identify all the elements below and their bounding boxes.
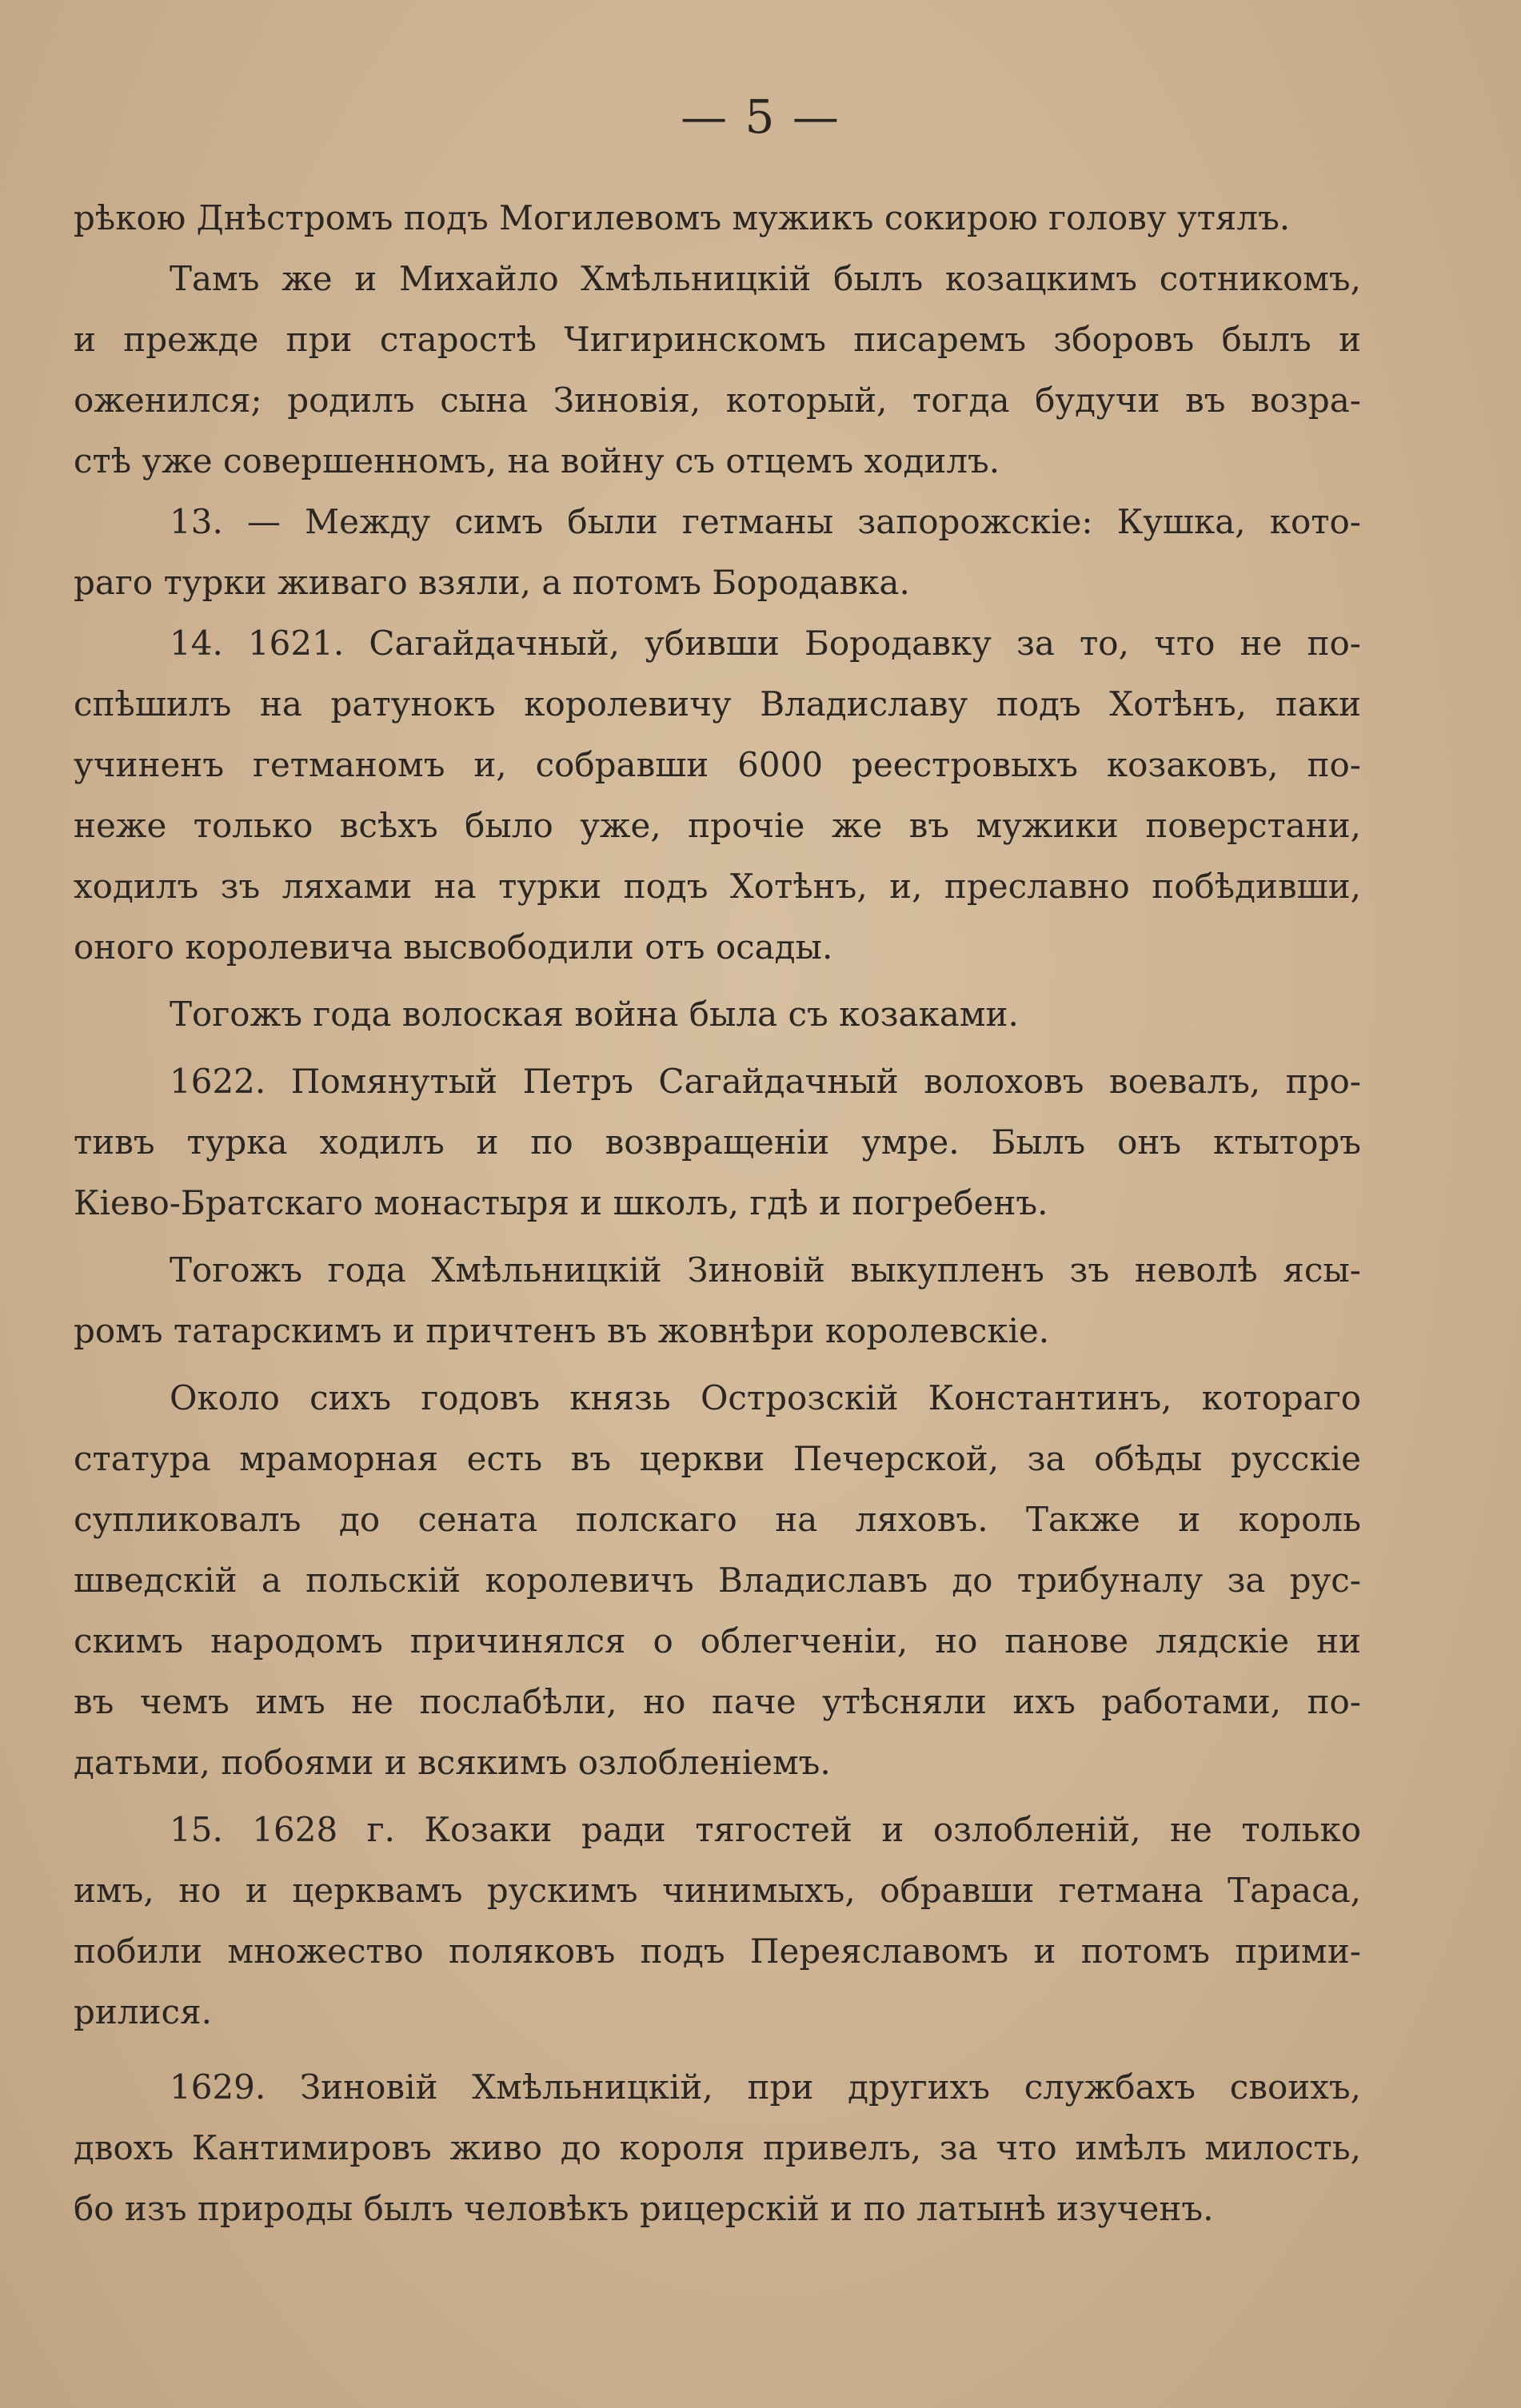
text-line: стѣ уже совершенномъ, на войну съ отцемъ ходилъ. — [74, 441, 1000, 480]
text-line: ромъ татарскимъ и причтенъ въ жовнѣри королевскіе. — [74, 1311, 1050, 1350]
text-line: бо изъ природы былъ человѣкъ рицерскій и по латынѣ изученъ. — [74, 2189, 1214, 2228]
text-line: Кіево-Братскаго монастыря и школъ, гдѣ и погребенъ. — [74, 1183, 1048, 1222]
text-line: 15. 1628 г. Козаки ради тягостей и озлобленій, не только — [170, 1810, 1361, 1849]
paragraph — [74, 188, 1361, 249]
paragraph — [74, 984, 1361, 1045]
text-line: шведскій а польскій королевичъ Владиславъ до трибуналу за рус- — [74, 1561, 1361, 1600]
text-line: 14. 1621. Сагайдачный, убивши Бородавку за то, что не по- — [170, 624, 1361, 663]
text-line: датьми, побоями и всякимъ озлобленіемъ. — [74, 1743, 831, 1782]
text-line: статура мраморная есть въ церкви Печерской, за обѣды русскіе — [74, 1439, 1361, 1478]
paragraph — [74, 1800, 1361, 2043]
text-line: имъ, но и церквамъ рускимъ чинимыхъ, обравши гетмана Тараса, — [74, 1871, 1361, 1910]
text-line: 13. — Между симъ были гетманы запорожскіе: Кушка, кото- — [170, 502, 1361, 541]
paragraph — [74, 1368, 1361, 1793]
page-number: — 5 — — [681, 90, 840, 144]
text-line: спѣшилъ на ратунокъ королевичу Владиславу подъ Хотѣнъ, паки — [74, 684, 1361, 724]
paragraph — [74, 492, 1361, 613]
text-line: Тогожъ года Хмѣльницкій Зиновій выкупленъ зъ неволѣ ясы- — [170, 1250, 1361, 1290]
text-line: оженился; родилъ сына Зиновія, который, тогда будучи въ возра- — [74, 381, 1361, 420]
text-line: неже только всѣхъ было уже, прочіе же въ мужики поверстани, — [74, 806, 1361, 845]
paragraph — [74, 2057, 1361, 2239]
text-line: побили множество поляковъ подъ Переяславомъ и потомъ прими- — [74, 1932, 1361, 1971]
text-line: и прежде при старостѣ Чигиринскомъ писаремъ зборовъ былъ и — [74, 320, 1361, 359]
text-line: 1622. Помянутый Петръ Сагайдачный волоховъ воевалъ, про- — [170, 1062, 1361, 1101]
text-line: учиненъ гетманомъ и, собравши 6000 реестровыхъ козаковъ, по- — [74, 745, 1361, 784]
text-line: 1629. Зиновій Хмѣльницкій, при другихъ службахъ своихъ, — [170, 2067, 1361, 2107]
text-line: Около сихъ годовъ князь Острозскій Константинъ, котораго — [170, 1378, 1361, 1417]
text-line: Тогожъ года волоская война была съ козаками. — [170, 995, 1019, 1034]
text-line: супликовалъ до сената полскаго на ляховъ. Также и король — [74, 1500, 1361, 1539]
text-line: оного королевича высвободили отъ осады. — [74, 927, 833, 967]
text-line: въ чемъ имъ не послабѣли, но паче утѣсняли ихъ работами, по- — [74, 1682, 1361, 1721]
text-line: раго турки живаго взяли, а потомъ Бородавка. — [74, 563, 910, 602]
paragraph — [74, 249, 1361, 492]
text-line: двохъ Кантимировъ живо до короля привелъ, за что имѣлъ милость, — [74, 2128, 1361, 2167]
text-line: тивъ турка ходилъ и по возвращеніи умре. Былъ онъ ктыторъ — [74, 1122, 1361, 1162]
paragraph — [74, 613, 1361, 978]
text-line: ходилъ зъ ляхами на турки подъ Хотѣнъ, и, преславно побѣдивши, — [74, 867, 1361, 906]
text-line: скимъ народомъ причинялся о облегченіи, но панове лядскіе ни — [74, 1621, 1361, 1660]
paragraph — [74, 1240, 1361, 1361]
paragraph — [74, 1051, 1361, 1234]
body-text — [74, 188, 1361, 2239]
text-line: рилися. — [74, 1992, 212, 2031]
text-line: рѣкою Днѣстромъ подъ Могилевомъ мужикъ сокирою голову утялъ. — [74, 198, 1291, 237]
text-line: Тамъ же и Михайло Хмѣльницкій былъ козацкимъ сотникомъ, — [170, 259, 1361, 298]
